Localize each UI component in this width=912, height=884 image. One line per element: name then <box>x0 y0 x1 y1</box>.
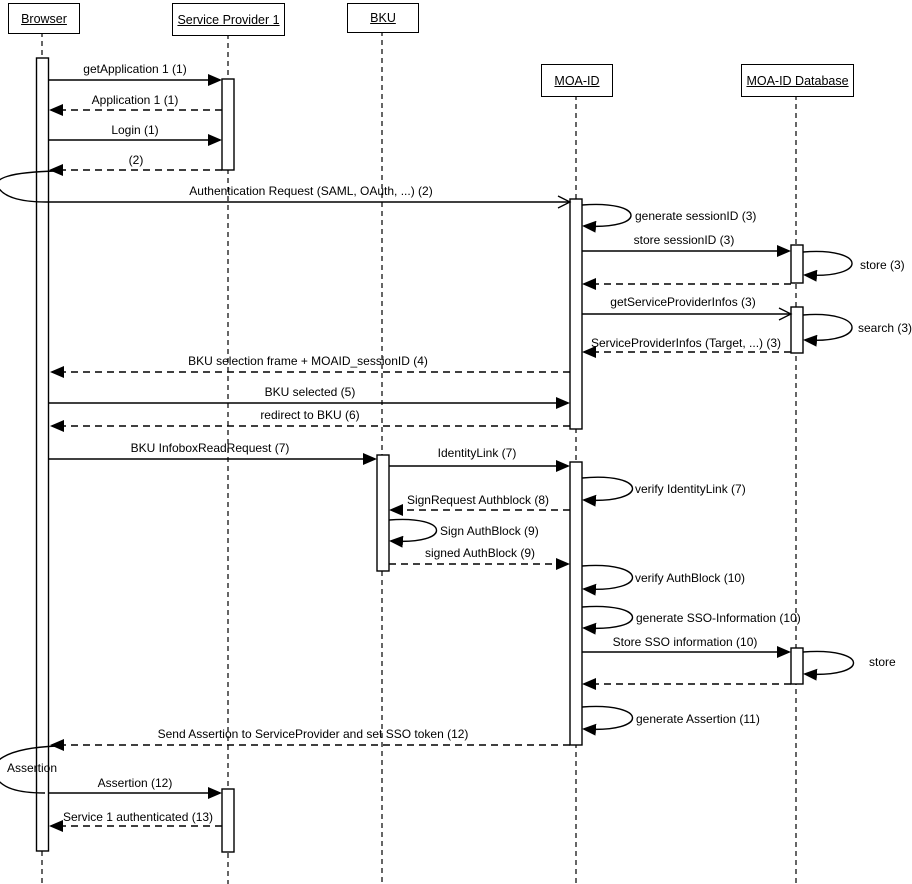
actor-moa-id <box>541 64 613 97</box>
message-arrow-10-self <box>803 314 852 340</box>
message-arrow-19-self <box>389 519 437 541</box>
message-label-29: Assertion (12) <box>97 776 173 790</box>
actor-service-provider-1-label: Service Provider 1 <box>177 12 280 27</box>
message-arrow-24-self <box>803 651 854 674</box>
message-label-5: generate sessionID (3) <box>635 209 757 223</box>
message-arrow-17-self <box>582 477 633 500</box>
message-label-1: Application 1 (1) <box>91 93 179 107</box>
actor-moa-id-label: MOA-ID <box>554 73 600 88</box>
message-label-19: Sign AuthBlock (9) <box>440 524 539 538</box>
activation-service-provider-1-b <box>222 789 234 852</box>
message-arrow-7-self <box>803 251 852 275</box>
message-label-28: Assertion <box>7 761 58 775</box>
message-label-20: signed AuthBlock (9) <box>424 546 536 560</box>
actor-browser <box>8 3 80 34</box>
activation-moa-id-database-a <box>791 245 803 283</box>
message-label-9: getServiceProviderInfos (3) <box>610 295 756 309</box>
message-arrow-5-self <box>582 204 631 226</box>
message-label-30: Service 1 authenticated (13) <box>62 810 214 824</box>
message-label-4: Authentication Request (SAML, OAuth, ...) (2) <box>189 184 433 198</box>
message-label-21: verify AuthBlock (10) <box>635 571 746 585</box>
message-label-13: BKU selected (5) <box>264 385 356 399</box>
activation-moa-id-database-b <box>791 307 803 353</box>
activation-moa-id-database-c <box>791 648 803 684</box>
activation-moa-id-b <box>570 462 582 745</box>
actor-moa-id-database-label: MOA-ID Database <box>746 73 849 88</box>
message-label-24: store <box>869 655 896 669</box>
message-label-15: BKU InfoboxReadRequest (7) <box>130 441 290 455</box>
actor-browser-label: Browser <box>21 11 67 26</box>
message-label-18: SignRequest Authblock (8) <box>406 493 550 507</box>
message-label-11: ServiceProviderInfos (Target, ...) (3) <box>590 336 782 350</box>
message-label-3: (2) <box>128 153 144 167</box>
actor-bku-label: BKU <box>370 11 396 25</box>
message-arrow-21-self <box>582 565 633 589</box>
message-label-23: Store SSO information (10) <box>612 635 758 649</box>
message-label-2: Login (1) <box>111 123 159 137</box>
message-label-22: generate SSO-Information (10) <box>636 611 801 625</box>
message-label-7: store (3) <box>860 258 905 272</box>
message-label-26: generate Assertion (11) <box>636 712 760 726</box>
activation-bku <box>377 455 389 571</box>
message-label-14: redirect to BKU (6) <box>260 408 360 422</box>
message-label-16: IdentityLink (7) <box>437 446 517 460</box>
message-label-6: store sessionID (3) <box>633 233 735 247</box>
message-arrow-22-self <box>582 606 633 628</box>
message-arrow-26-self <box>582 706 633 729</box>
actor-moa-id-database <box>741 64 854 97</box>
message-label-17: verify IdentityLink (7) <box>635 482 746 496</box>
actor-bku <box>347 3 419 33</box>
message-label-10: search (3) <box>858 321 912 335</box>
actor-service-provider-1 <box>172 3 285 36</box>
message-label-12: BKU selection frame + MOAID_sessionID (4) <box>188 354 428 368</box>
message-label-27: Send Assertion to ServiceProvider and set SSO token (12) <box>157 727 469 741</box>
activation-moa-id-a <box>570 199 582 429</box>
message-label-0: getApplication 1 (1) <box>83 62 187 76</box>
activation-service-provider-1-a <box>222 79 234 170</box>
activation-browser <box>37 58 49 851</box>
